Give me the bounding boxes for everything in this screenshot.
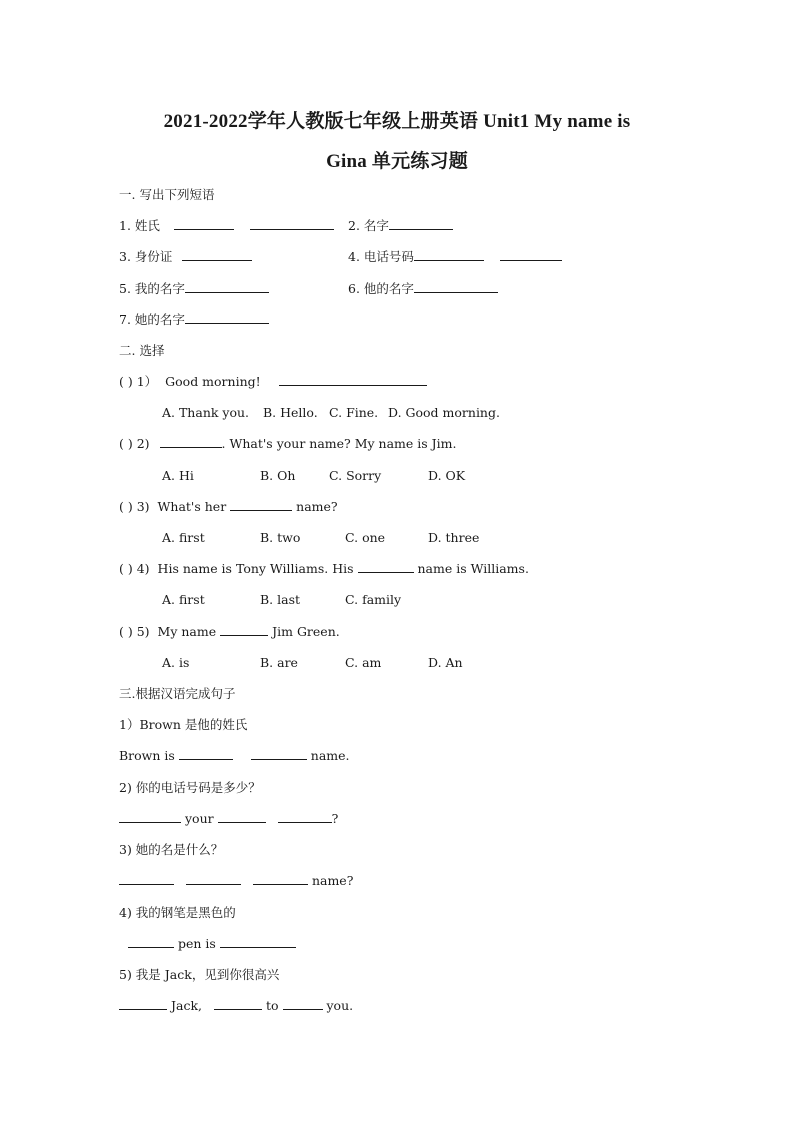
page-title-line-1: 2021-2022学年人教版七年级上册英语 Unit1 My name is <box>163 111 631 132</box>
option-a <box>162 529 205 547</box>
blank[interactable] <box>119 997 167 1010</box>
answer-text: Jack, <box>170 998 202 1013</box>
translation-answer-2 <box>119 810 338 828</box>
item-number: 5. <box>119 281 131 296</box>
blank[interactable] <box>414 280 498 293</box>
option-c <box>329 404 378 422</box>
answer-paren[interactable]: ( ) <box>119 499 133 514</box>
section-1-heading: 一. 写出下列短语 <box>119 187 215 202</box>
blank[interactable] <box>283 997 323 1010</box>
option-c <box>345 654 381 672</box>
question-number: 5) <box>136 624 150 639</box>
option-a <box>162 654 189 672</box>
option: A. Thank you. <box>162 405 250 420</box>
option: C. Sorry <box>329 468 382 483</box>
option-b <box>260 529 300 547</box>
item-text: 电话号码 <box>363 249 414 264</box>
phrase-item-7 <box>119 311 269 329</box>
item-number: 1. <box>119 218 131 233</box>
translation-prompt-4: 4) 我的钢笔是黑色的 <box>119 905 236 920</box>
option: B. Oh <box>260 468 296 483</box>
section-3-heading: 三.根据汉语完成句子 <box>119 686 236 701</box>
phrase-item-5 <box>119 280 269 298</box>
option: B. last <box>260 592 301 607</box>
item-text: 名字 <box>363 218 389 233</box>
option: C. family <box>345 592 402 607</box>
question-text: Good morning! <box>165 374 261 389</box>
option-a <box>162 467 194 485</box>
option: B. Hello. <box>263 405 318 420</box>
blank[interactable] <box>279 373 427 386</box>
answer-text: to <box>265 998 279 1013</box>
translation-answer-5 <box>119 997 353 1015</box>
option: A. Hi <box>162 468 194 483</box>
item-number: 6. <box>348 281 360 296</box>
choice-question-3 <box>119 498 338 516</box>
option-d <box>388 404 500 422</box>
phrase-item-3 <box>119 248 252 266</box>
answer-paren[interactable]: ( ) <box>119 624 133 639</box>
options-row-1 <box>162 404 249 422</box>
blank[interactable] <box>220 935 296 948</box>
blank[interactable] <box>414 248 484 261</box>
blank[interactable] <box>230 498 292 511</box>
translation-prompt-2: 2) 你的电话号码是多少？ <box>119 780 261 795</box>
answer-text: your <box>184 811 214 826</box>
option-d <box>428 467 465 485</box>
blank[interactable] <box>119 810 181 823</box>
translation-answer-4 <box>128 935 296 953</box>
item-text: 我的名字 <box>134 281 185 296</box>
blank[interactable] <box>251 747 307 760</box>
blank[interactable] <box>174 217 234 230</box>
option: A. first <box>162 530 205 545</box>
item-text: 姓氏 <box>134 218 160 233</box>
choice-question-5 <box>119 623 340 641</box>
question-text: My name <box>157 624 217 639</box>
answer-paren[interactable]: ( ) <box>119 374 133 389</box>
page-title-line-2: Gina 单元练习题 <box>326 151 468 172</box>
answer-text: pen is <box>177 936 216 951</box>
option-b <box>260 654 298 672</box>
question-text: Jim Green. <box>272 624 340 639</box>
question-number: 4) <box>136 561 150 576</box>
translation-prompt-3: 3) 她的名是什么？ <box>119 842 224 857</box>
option: D. OK <box>428 468 466 483</box>
option-c <box>345 591 401 609</box>
blank[interactable] <box>218 810 266 823</box>
item-text: 她的名字 <box>134 312 185 327</box>
answer-text: name. <box>310 748 350 763</box>
blank[interactable] <box>253 872 308 885</box>
choice-question-4 <box>119 560 529 578</box>
section-2-heading: 二. 选择 <box>119 343 165 358</box>
blank[interactable] <box>214 997 262 1010</box>
answer-paren[interactable]: ( ) <box>119 436 133 451</box>
option: C. am <box>345 655 382 670</box>
item-text: 身份证 <box>134 249 173 264</box>
blank[interactable] <box>179 747 233 760</box>
blank[interactable] <box>278 810 332 823</box>
answer-text: Brown is <box>119 748 175 763</box>
blank[interactable] <box>182 248 252 261</box>
option: D. three <box>428 530 480 545</box>
translation-answer-3 <box>119 872 353 890</box>
item-number: 4. <box>348 249 360 264</box>
option-b <box>260 467 295 485</box>
question-number: 2) <box>136 436 150 451</box>
phrase-item-2 <box>348 217 453 235</box>
item-number: 7. <box>119 312 131 327</box>
option: C. one <box>345 530 386 545</box>
blank[interactable] <box>119 872 174 885</box>
blank[interactable] <box>186 872 241 885</box>
item-number: 2. <box>348 218 360 233</box>
blank[interactable] <box>185 280 269 293</box>
question-text: name? <box>296 499 338 514</box>
question-text: His name is Tony Williams. His <box>157 561 354 576</box>
question-number: 3) <box>136 499 150 514</box>
option-b <box>260 591 300 609</box>
choice-question-2 <box>119 435 457 453</box>
option-a <box>162 591 205 609</box>
option-b <box>263 404 318 422</box>
phrase-item-4 <box>348 248 562 266</box>
option: D. An <box>428 655 463 670</box>
question-number: 1） <box>136 374 158 389</box>
question-text: What's her <box>157 499 227 514</box>
translation-prompt-1: 1）Brown 是他的姓氏 <box>119 717 248 732</box>
item-text: 他的名字 <box>363 281 414 296</box>
blank[interactable] <box>389 217 453 230</box>
option-c <box>329 467 381 485</box>
option-c <box>345 529 385 547</box>
choice-question-1 <box>119 373 427 391</box>
item-number: 3. <box>119 249 131 264</box>
option-d <box>428 529 479 547</box>
answer-text: you. <box>326 998 354 1013</box>
phrase-item-6 <box>348 280 498 298</box>
answer-paren[interactable]: ( ) <box>119 561 133 576</box>
option: A. is <box>162 655 190 670</box>
blank[interactable] <box>185 311 269 324</box>
option: A. first <box>162 592 205 607</box>
option: B. are <box>260 655 298 670</box>
option: D. Good morning. <box>388 405 500 420</box>
phrase-item-1 <box>119 217 334 235</box>
blank[interactable] <box>128 935 174 948</box>
blank[interactable] <box>500 248 562 261</box>
option-d <box>428 654 463 672</box>
translation-answer-1 <box>119 747 350 765</box>
answer-text: name? <box>311 873 354 888</box>
question-text: . What's your name? My name is Jim. <box>221 436 457 451</box>
blank[interactable] <box>250 217 334 230</box>
option: C. Fine. <box>329 405 379 420</box>
translation-prompt-5: 5) 我是 Jack，见到你很高兴 <box>119 967 280 982</box>
option: B. two <box>260 530 301 545</box>
answer-text: ? <box>331 811 339 826</box>
question-text: name is Williams. <box>417 561 529 576</box>
blank[interactable] <box>358 560 414 573</box>
blank[interactable] <box>160 435 222 448</box>
blank[interactable] <box>220 623 268 636</box>
